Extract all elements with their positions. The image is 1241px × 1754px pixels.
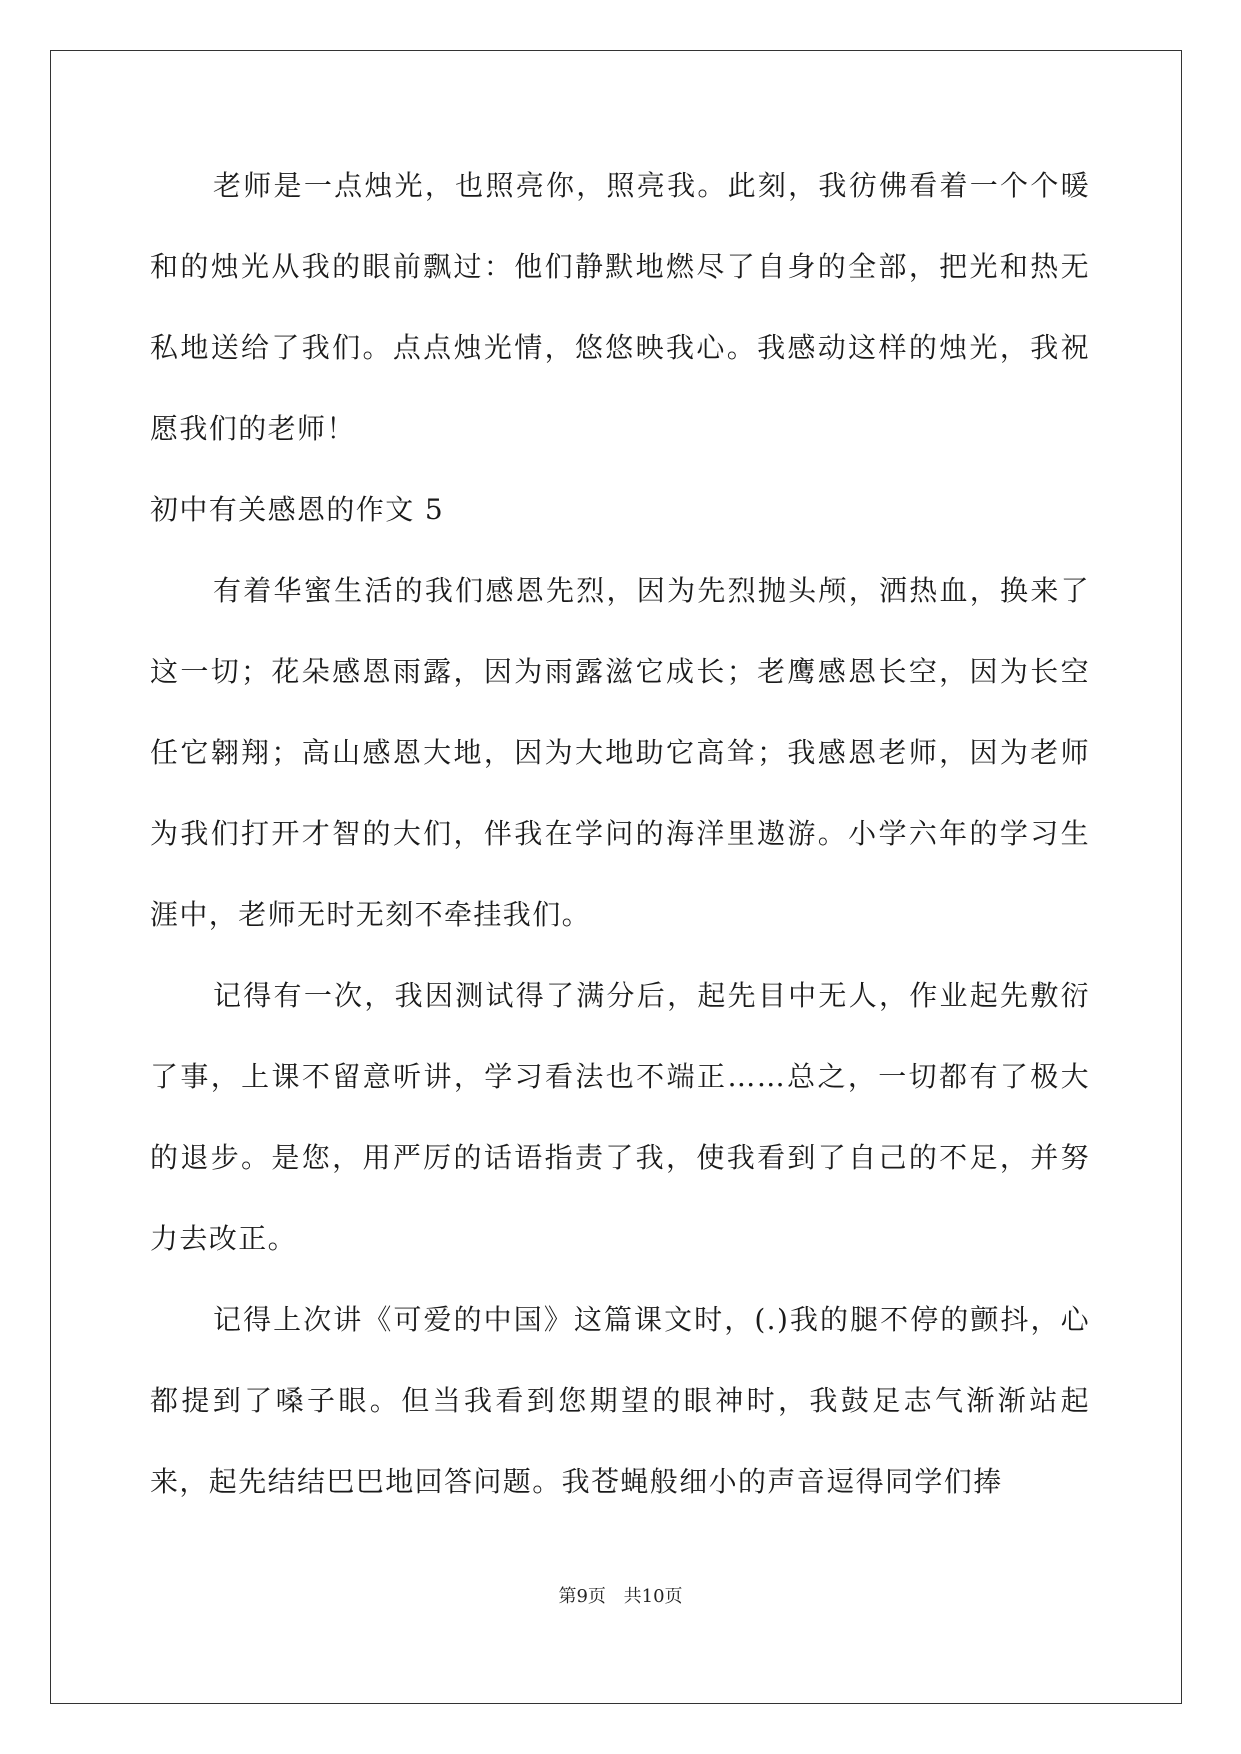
section-heading: 初中有关感恩的作文 5 (150, 493, 445, 526)
document-body (150, 145, 1090, 1522)
paragraph-lovely-china: 记得上次讲《可爱的中国》这篇课文时，(.)我的腿不停的颤抖，心都提到了嗓子眼。但当我看到您期望的眼神时，我鼓足志气渐渐站起来，起先结结巴巴地回答问题。我苍蝇般细小的声音逗得同学们捧 (150, 1303, 1090, 1498)
paragraph-full-marks: 记得有一次，我因测试得了满分后，起先目中无人，作业起先敷衍了事，上课不留意听讲，学习看法也不端正……总之，一切都有了极大的退步。是您，用严厉的话语指责了我，使我看到了自己的不足，并努力去改正。 (150, 979, 1090, 1255)
paragraph-candlelight: 老师是一点烛光，也照亮你，照亮我。此刻，我彷佛看着一个个暖和的烛光从我的眼前飘过：他们静默地燃尽了自身的全部，把光和热无私地送给了我们。点点烛光情，悠悠映我心。我感动这样的烛光，我祝愿我们的老师！ (150, 169, 1090, 445)
page-number: 第9页 (558, 1586, 606, 1607)
page-total: 共10页 (623, 1586, 683, 1607)
paragraph-gratitude: 有着华蜜生活的我们感恩先烈，因为先烈抛头颅，洒热血，换来了这一切；花朵感恩雨露，因为雨露滋它成长；老鹰感恩长空，因为长空任它翱翔；高山感恩大地，因为大地助它高耸；我感恩老师，因为老师为我们打开才智的大们，伴我在学问的海洋里遨游。小学六年的学习生涯中，老师无时无刻不牵挂我们。 (150, 574, 1090, 931)
page-footer (0, 1582, 1241, 1608)
